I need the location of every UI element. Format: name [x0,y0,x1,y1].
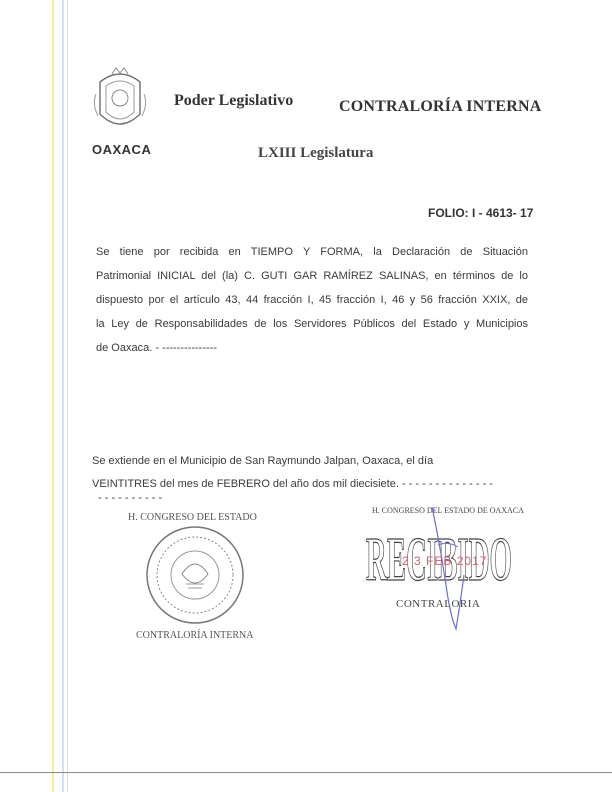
body-line-7: VEINTITRES del mes de FEBRERO del año dos mil diecisiete. - - - - - - - - - - - - - - [92,478,493,490]
oaxaca-label: OAXACA [92,142,152,157]
folio-number: FOLIO: I - 4613- 17 [428,206,534,220]
contraloria-interna-heading: CONTRALORÍA INTERNA [339,98,542,115]
body-line-3: dispuesto por el artículo 43, 44 fracción I, 45 fracción I, 46 y 56 fracción XXIX, de [96,294,528,306]
congreso-seal-icon [144,524,246,626]
stamp-date: 2 3 FEB 2017 [402,554,488,568]
bottom-rule [0,772,612,773]
oaxaca-crest-icon [92,64,148,136]
stamp-caption: CONTRALORIA [396,598,481,610]
contraloria-interna-caption: CONTRALORÍA INTERNA [136,630,254,641]
body-line-2: Patrimonial INICIAL del (la) C. GUTI GAR RAMÍREZ SALINAS, en términos de lo [96,270,528,282]
poder-legislativo-heading: Poder Legislativo [174,92,294,109]
body-line-1: Se tiene por recibida en TIEMPO Y FORMA, la Declaración de Situación [96,246,528,258]
edge-blue-line [62,0,64,792]
congreso-seal-title: H. CONGRESO DEL ESTADO [128,512,257,523]
edge-red-line [67,0,68,792]
body-line-6: Se extiende en el Municipio de San Raymundo Jalpan, Oaxaca, el día [92,455,434,467]
stamp-title: H. CONGRESO DEL ESTADO DE OAXACA [372,506,524,515]
legislatura-heading: LXIII Legislatura [258,145,374,161]
body-line-5: de Oaxaca. - --------------- [96,342,217,354]
recibido-stamp-text: RECIBIDO [366,526,512,594]
body-line-8: - - - - - - - - - - [98,492,163,504]
edge-yellow-line [52,0,54,792]
signature-icon [420,505,470,635]
body-line-4: la Ley de Responsabilidades de los Servidores Públicos del Estado y Municipios [96,318,528,330]
